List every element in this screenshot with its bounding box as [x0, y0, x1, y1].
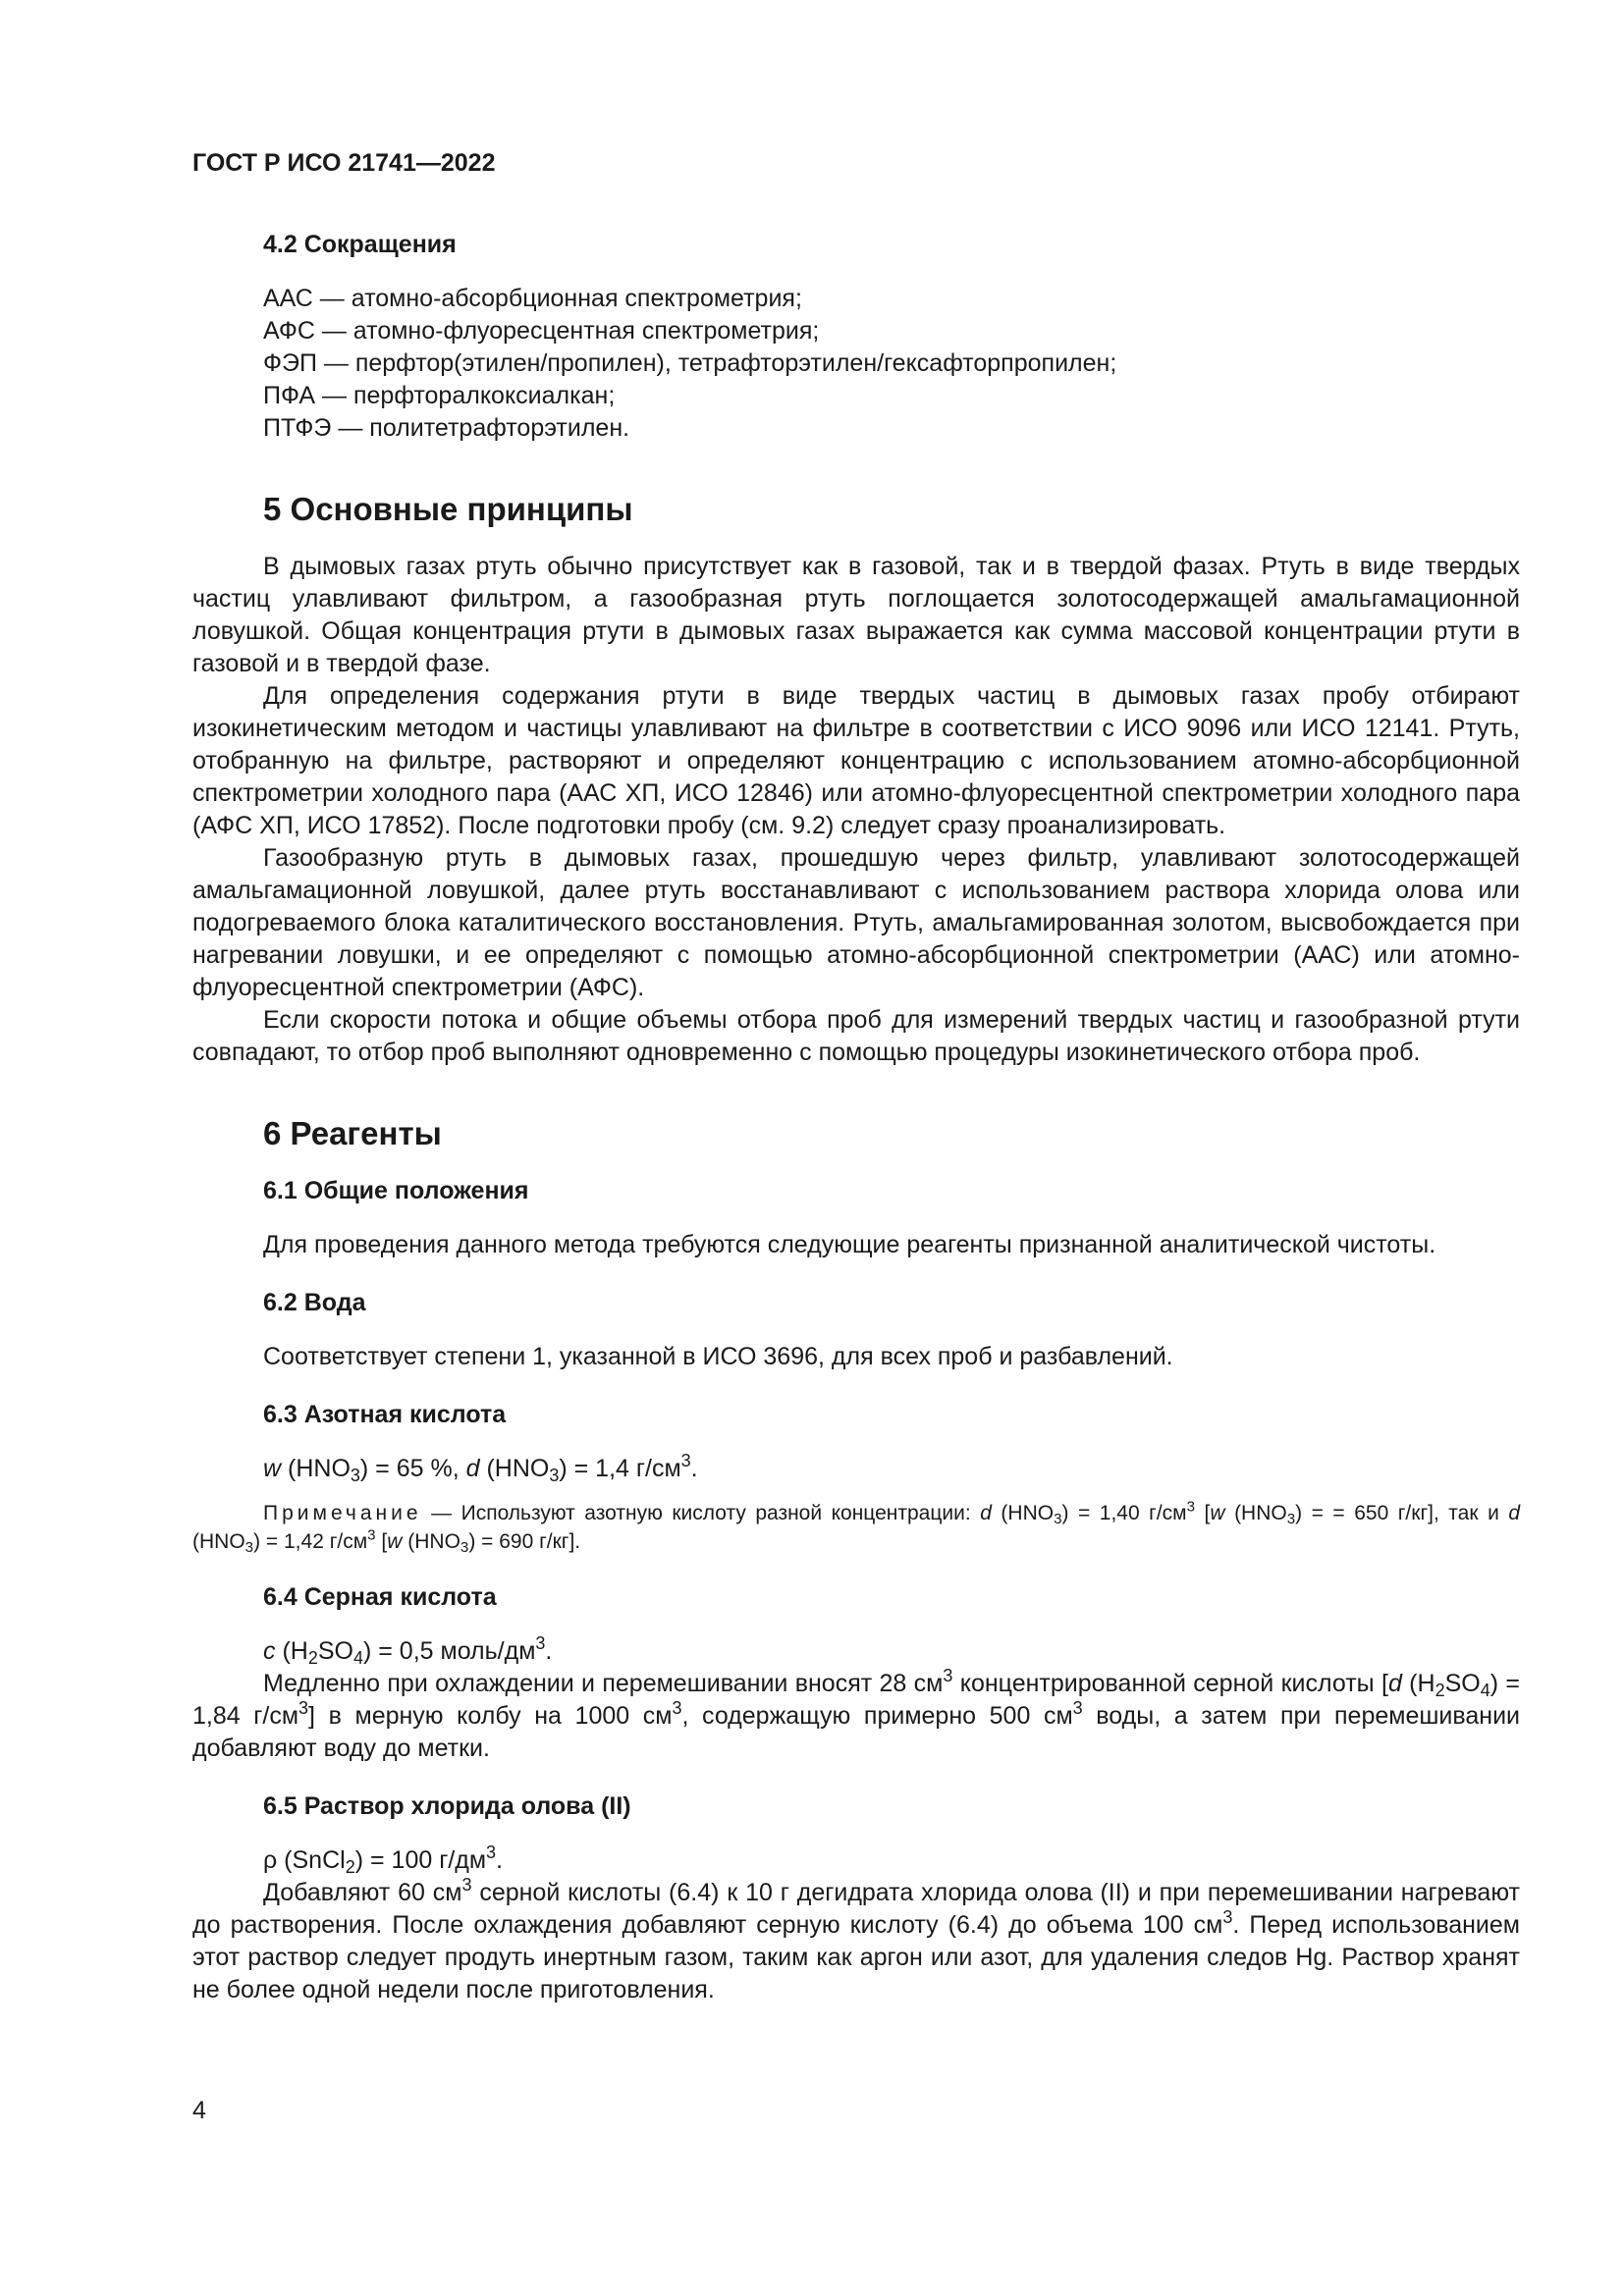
sulfuric-acid-preparation: Медленно при охлаждении и перемешивании вносят 28 $см^3$ концентрированной серной кислоты [d $(H_2SO_4) = 1,84$ $г/см^3$] в мерную колбу на 1000 $см^3$, содержащую примерно 500 $см^3$ воды, а затем при перемешивании добавляют воду до метки. [192, 1666, 1521, 1762]
body-block [192, 229, 1521, 2006]
section-5-paragraph: Газообразную ртуть в дымовых газах, прошедшую через фильтр, улавливают золотосодержащей амальгамационной ловушкой, далее ртуть восстанавливают с использованием раствора хлорида олова или подогреваемого блока каталитического восстановления. Ртуть, амальгамированная золотом, высвобождается при нагревании ловушки, и ее определяют с помощью атомно-абсорбционной спектрометрии (ААС) или атомно-флуоресцентной спектрометрии (АФС). [192, 844, 1520, 1001]
abbreviation-item: ФЭП — перфтор(этилен/пропилен), тетрафторэтилен/гексафторпропилен; [263, 349, 1117, 377]
section-6-3-heading: 6.3 Азотная кислота [263, 1401, 507, 1428]
nitric-acid-formula: w $(HNO_3) = 65$ %, d $(HNO_3) = 1,4$ $г/см^3$. [263, 1451, 698, 1486]
tin-chloride-preparation: Добавляют 60 $см^3$ серной кислоты (6.4) к 10 г дегидрата хлорида олова (II) и при перемешивании нагревают до растворения. После охлаждения добавляют серную кислоту (6.4) до объема 100 $см^3$. Перед использованием этот раствор следует продуть инертным газом, таким как аргон или азот, для удаления следов Hg. Раствор хранят не более одной недели после приготовления. [192, 1875, 1520, 2003]
section-6-heading: 6 Реагенты [263, 1115, 442, 1151]
section-6-4-heading: 6.4 Серная кислота [263, 1583, 497, 1611]
section-5-paragraph: В дымовых газах ртуть обычно присутствует как в газовой, так и в твердой фазах. Ртуть в виде твердых частиц улавливают фильтром, а газообразная ртуть поглощается золотосодержащей амальгамационной ловушкой. Общая концентрация ртути в дымовых газах выражается как сумма массовой концентрации ртути в газовой и в твердой фазе. [192, 553, 1520, 677]
standard-header: ГОСТ Р ИСО 21741—2022 [192, 149, 496, 177]
abbreviation-item: ПТФЭ — политетрафторэтилен. [263, 414, 630, 442]
section-5-heading: 5 Основные принципы [263, 491, 633, 527]
section-6-1-text: Для проведения данного метода требуются следующие реагенты признанной аналитической чистоты. [263, 1231, 1436, 1258]
tin-chloride-formula: ρ (SnCl$_2$) = 100 $г/дм^3$. [263, 1842, 504, 1878]
abbreviation-item: АФС — атомно-флуоресцентная спектрометрия; [263, 317, 820, 345]
section-6-2-text: Соответствует степени 1, указанной в ИСО 3696, для всех проб и разбавлений. [263, 1343, 1173, 1370]
page-number: 4 [192, 2097, 206, 2124]
sulfuric-acid-formula: c $(H_2SO_4) = 0,5$ моль/$дм^3$. [263, 1633, 553, 1669]
section-5-paragraph: Если скорости потока и общие объемы отбора проб для измерений твердых частиц и газообразной ртути совпадают, то отбор проб выполняют одновременно с помощью процедуры изокинетического отбора проб. [192, 1006, 1520, 1066]
section-6-1-heading: 6.1 Общие положения [263, 1177, 529, 1204]
section-4-2-heading: 4.2 Сокращения [263, 231, 457, 258]
abbreviation-item: ПФА — перфторалкоксиалкан; [263, 382, 616, 409]
section-5-paragraph: Для определения содержания ртути в виде твердых частиц в дымовых газах пробу отбирают изокинетическим методом и частицы улавливают на фильтре в соответствии с ИСО 9096 или ИСО 12141. Ртуть, отобранную на фильтре, растворяют и определяют концентрацию с использованием атомно-абсорбционной спектрометрии холодного пара (ААС ХП, ИСО 12846) или атомно-флуоресцентной спектрометрии холодного пара (АФС ХП, ИСО 17852). После подготовки пробу (см. 9.2) следует сразу проанализировать. [192, 682, 1520, 839]
abbreviation-item: ААС — атомно-абсорбционная спектрометрия; [263, 285, 802, 312]
section-6-5-heading: 6.5 Раствор хлорида олова (II) [263, 1792, 631, 1820]
nitric-acid-note: Примечание — Используют азотную кислоту разной концентрации: d $(HNO_3) = 1,40$ $г/см^3$ [w $(HNO_3)$ = = 650 г/кг], так и d $(HNO_3) = 1,42$ $г/см^3$ [w $(HNO_3) = 690$ г/кг]. [192, 1498, 1521, 1557]
section-6-2-heading: 6.2 Вода [263, 1289, 366, 1316]
document-page [192, 147, 1520, 2006]
abbreviations-list [263, 283, 1520, 445]
